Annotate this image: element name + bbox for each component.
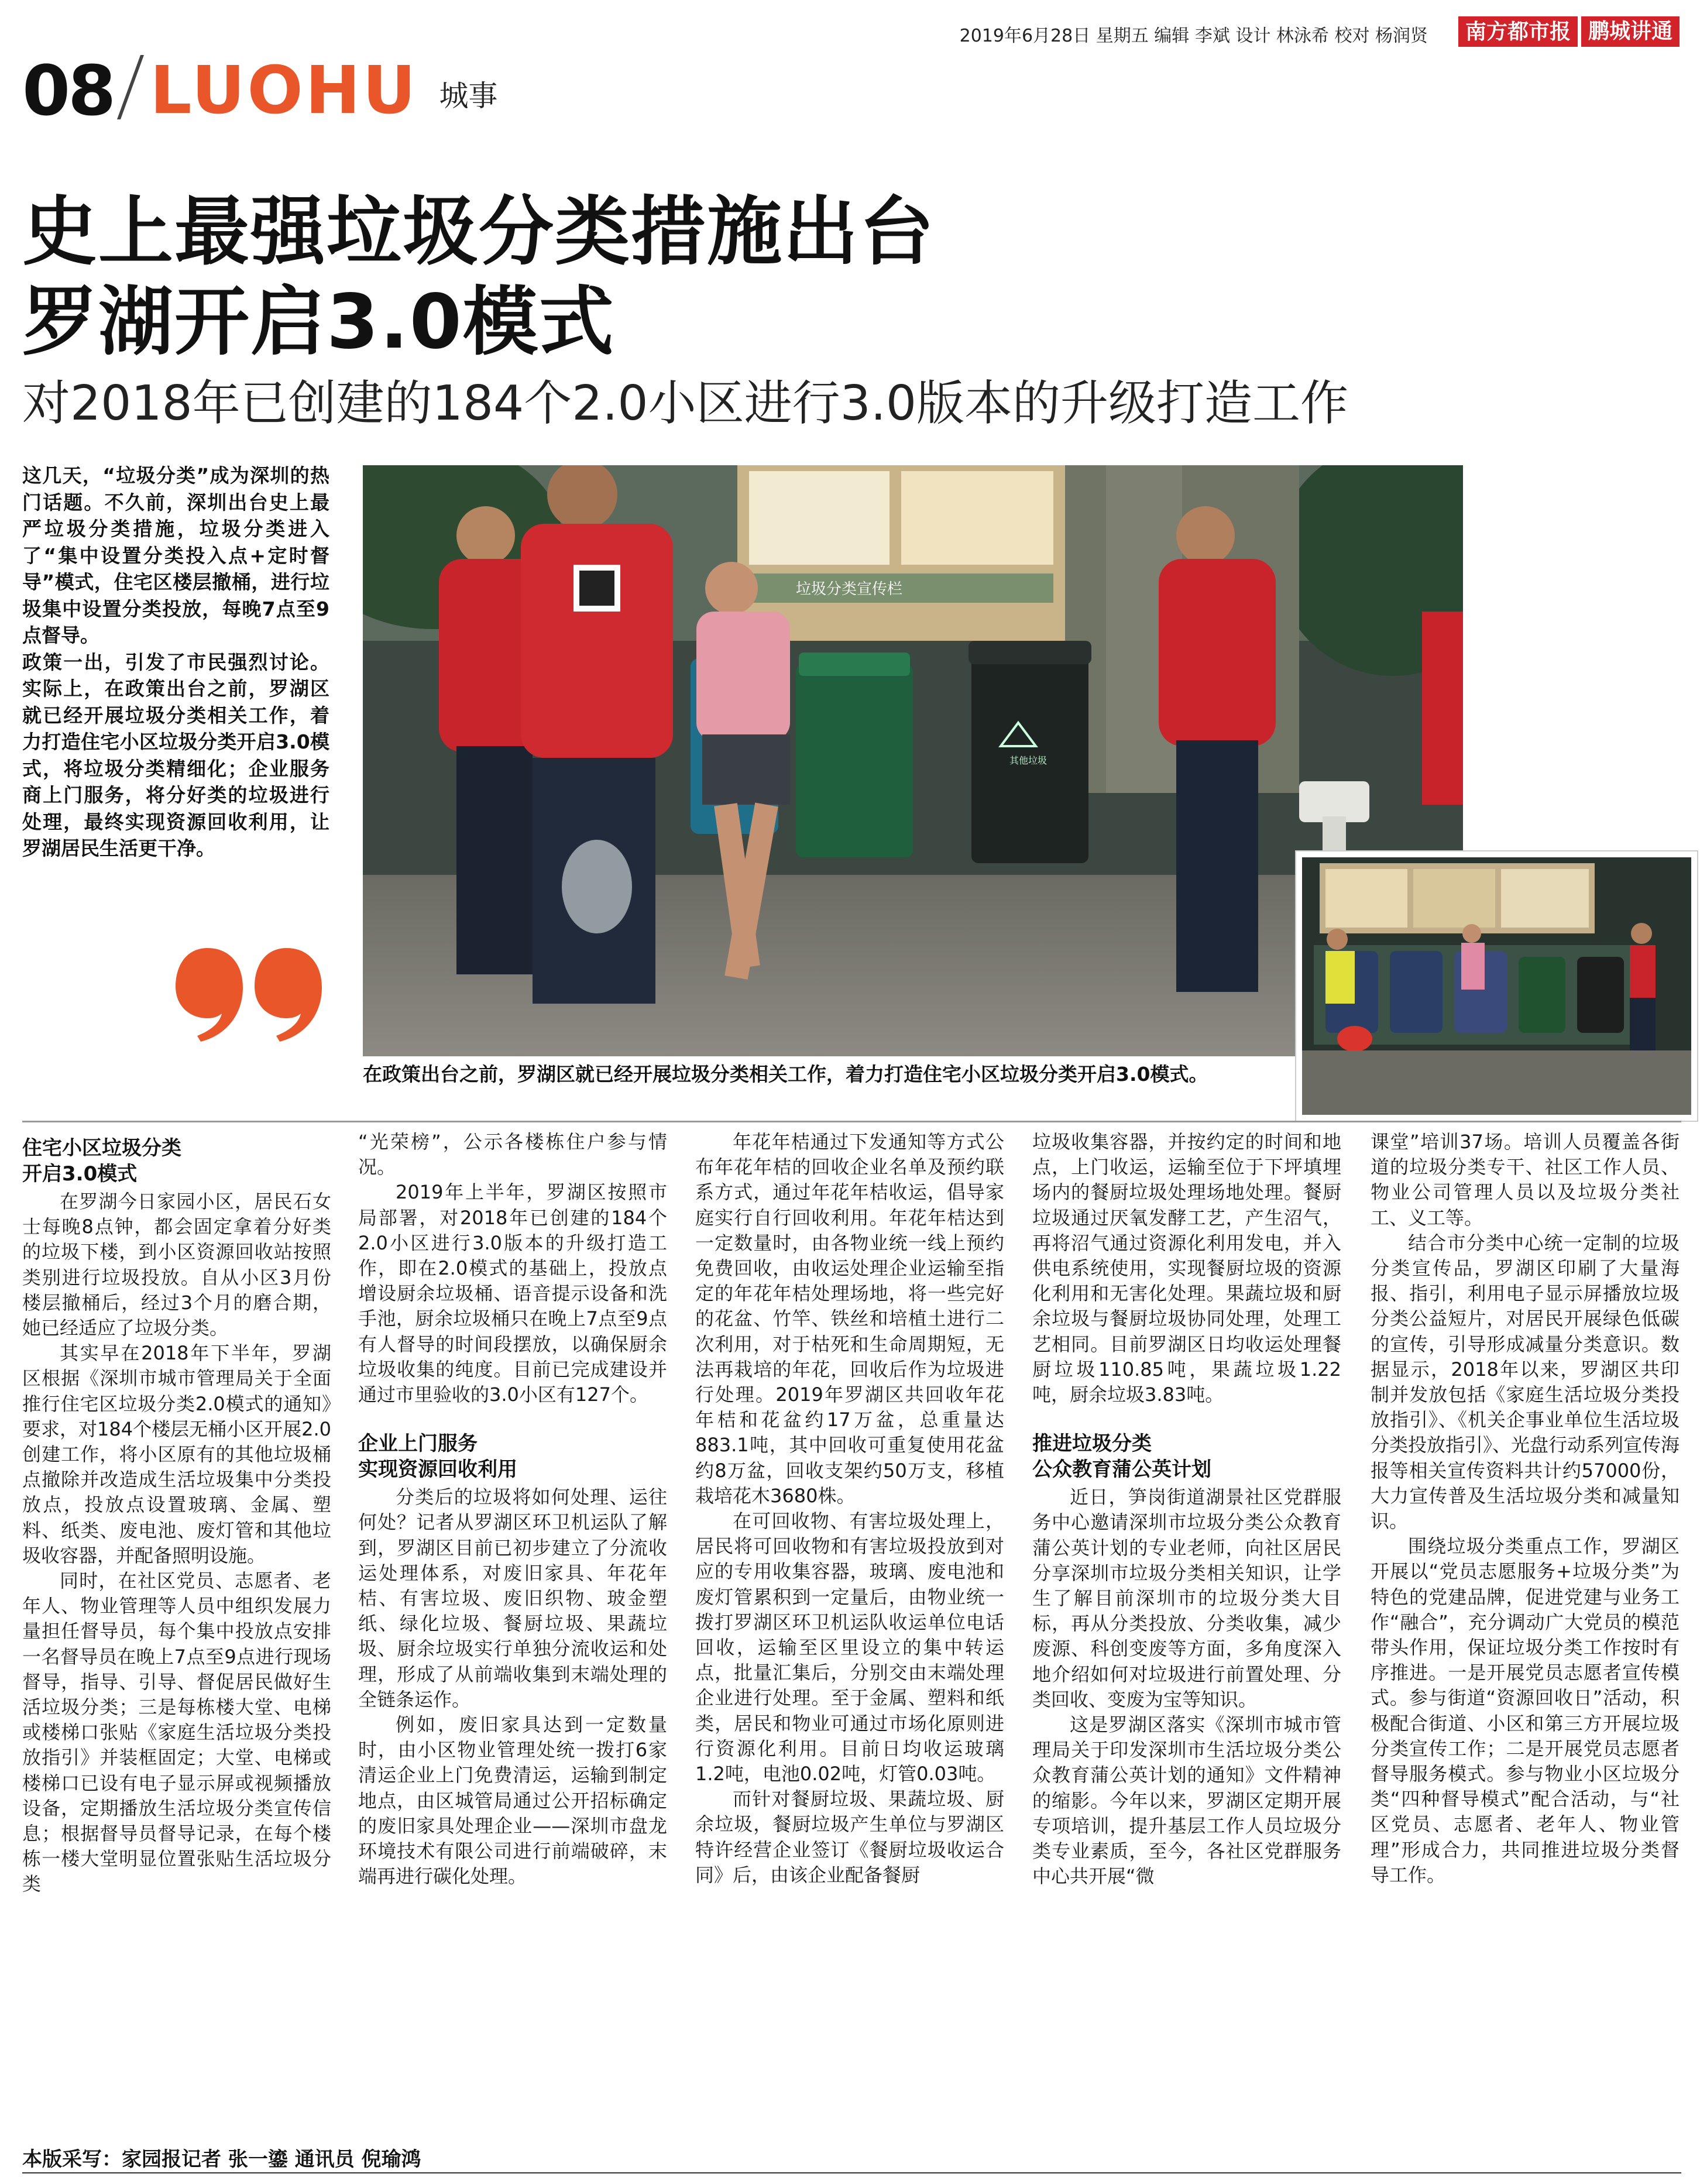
subheading-line: 推进垃圾分类 [1032, 1432, 1152, 1456]
body-paragraph: 其实早在2018年下半年，罗湖区根据《深圳市城市管理局关于全面推行住宅区垃圾分类2.0模式的通知》要求，对184个楼层无桶小区开展2.0创建工作，将小区原有的其他垃圾桶点撤除并改造成生活垃圾集中分类投放点，投放点设置玻璃、金属、塑料、纸类、废电池、废灯管和其他垃圾收容器，并配备照明设施。 [22, 1342, 331, 1567]
article-column-2 [358, 1129, 667, 1889]
issue-meta: 2019年6月28日 星期五 编辑 李斌 设计 林泳希 校对 杨润贤 [959, 26, 1428, 46]
body-paragraph: 在罗湖今日家园小区，居民石女士每晚8点钟，都会固定拿着分好类的垃圾下楼，到小区资源回收站按照类别进行垃圾投放。自从小区3月份楼层撤桶后，经过3个月的磨合期，她已经适应了垃圾分类。 [22, 1190, 331, 1340]
headline-line-1: 史上最强垃圾分类措施出台 [22, 188, 936, 276]
body-paragraph: 同时，在社区党员、志愿者、老年人、物业管理等人员中组织发展力量担任督导员，每个集中投放点安排一名督导员在晚上7点至9点进行现场督导，指导、引导、督促居民做好生活垃圾分类；三是每栋楼大堂、电梯或楼梯口张贴《家庭生活垃圾分类投放指引》并装框固定；大堂、电梯或楼梯口已设有电子显示屏或视频播放设备，定期播放生活垃圾分类宣传信息；根据督导员督导记录，在每个楼栋一楼大堂明显位置张贴生活垃圾分类 [22, 1570, 331, 1895]
article-column-5 [1371, 1129, 1680, 1888]
lead-paragraph: 政策一出，引发了市民强烈讨论。实际上，在政策出台之前，罗湖区就已经开展垃圾分类相关工作，着力打造住宅小区垃圾分类开启3.0模式，将垃圾分类精细化；企业服务商上门服务，将分好类的垃圾进行处理，最终实现资源回收利用，让罗湖居民生活更干净。 [22, 650, 329, 860]
inset-photo [1296, 851, 1697, 1121]
lead-paragraphs [22, 462, 329, 862]
subheading [1032, 1431, 1341, 1482]
subheading [22, 1135, 331, 1187]
inset-photo-scene [1302, 857, 1691, 1115]
masthead-logos [1458, 16, 1680, 47]
section-subtitle: 城事 [439, 79, 498, 113]
edition-logo: 鹏城讲通 [1581, 16, 1680, 47]
subheading [358, 1431, 667, 1482]
body-paragraph: 垃圾收集容器，并按约定的时间和地点，上门收运，运输至位于下坪填埋场内的餐厨垃圾处理场地处理。餐厨垃圾通过厌氧发酵工艺，产生沼气，再将沼气通过资源化利用发电，并入供电系统使用，实现餐厨垃圾的资源化利用和无害化处理。果蔬垃圾和厨余垃圾与餐厨垃圾协同处理，处理工艺相同。目前罗湖区日均收运处理餐厨垃圾110.85吨，果蔬垃圾1.22吨，厨余垃圾3.83吨。 [1032, 1131, 1341, 1406]
section-title: LUOHU [150, 53, 418, 129]
header-slash [117, 55, 144, 119]
article-column-1 [22, 1129, 331, 1897]
board-label: 垃圾分类宣传栏 [796, 581, 903, 598]
body-paragraph: 2019年上半年，罗湖区按照市局部署，对2018年已创建的184个2.0小区进行3.0版本的升级打造工作，即在2.0模式的基础上，投放点增设厨余垃圾桶、语音提示设备和洗手池，厨余垃圾桶只在晚上7点至9点有人督导的时间段摆放，以确保厨余垃圾收集的纯度。目前已完成建设并通过市里验收的3.0小区有127个。 [358, 1181, 667, 1406]
body-paragraph: 例如，废旧家具达到一定数量时，由小区物业管理处统一拨打6家清运企业上门免费清运，运输到制定地点，由区城管局通过公开招标确定的废旧家具处理企业——深圳市盘龙环境技术有限公司进行前端破碎，末端再进行碳化处理。 [358, 1713, 667, 1888]
subheading-line: 实现资源回收利用 [358, 1458, 517, 1482]
body-paragraph: 课堂”培训37场。培训人员覆盖各街道的垃圾分类专干、社区工作人员、物业公司管理人员以及垃圾分类社工、义工等。 [1371, 1131, 1680, 1229]
body-paragraph: 在可回收物、有害垃圾处理上，居民将可回收物和有害垃圾投放到对应的专用收集容器，玻璃、废电池和废灯管累积到一定量后，由物业统一拨打罗湖区环卫机运队收运单位电话回收，运输至区里设立的集中转运点，批量汇集后，分别交由末端处理企业进行处理。至于金属、塑料和纸类，居民和物业可通过市场化原则进行资源化利用。目前日均收运玻璃1.2吨，电池0.02吨，灯管0.03吨。 [695, 1510, 1004, 1785]
body-paragraph: 年花年桔通过下发通知等方式公布年花年桔的回收企业名单及预约联系方式，通过年花年桔收运，倡导家庭实行自行回收利用。年花年桔达到一定数量时，由各物业统一线上预约免费回收，由收运处理企业运输至指定的年花年桔处理场地，将一些完好的花盆、竹竿、铁丝和培植土进行二次利用，对于枯死和生命周期短，无法再栽培的年花，回收后作为垃圾进行处理。2019年罗湖区共回收年花年桔和花盆约17万盆，总重量达883.1吨，其中回收可重复使用花盆约8万盆，回收支架约50万支，移植栽培花木3680株。 [695, 1131, 1004, 1507]
article-column-4 [1032, 1129, 1341, 1889]
page-header [22, 50, 498, 131]
page-number: 08 [22, 50, 114, 131]
body-paragraph: “光荣榜”，公示各楼栋住户参与情况。 [358, 1131, 667, 1179]
article-column-3 [695, 1129, 1004, 1888]
top-bar [23, 16, 1680, 49]
body-paragraph: 结合市分类中心统一定制的垃圾分类宣传品，罗湖区印刷了大量海报、指引，利用电子显示屏播放垃圾分类公益短片，对居民开展绿色低碳的宣传，引导形成减量分类意识。数据显示，2018年以来，罗湖区共印制并发放包括《家庭生活垃圾分类投放指引》、《机关企事业单位生活垃圾分类投放指引》、光盘行动系列宣传海报等相关宣传资料共计约57000份，大力宣传普及生活垃圾分类和减量知识。 [1371, 1231, 1680, 1533]
body-paragraph: 这是罗湖区落实《深圳市城市管理局关于印发深圳市生活垃圾分类公众教育蒲公英计划的通知》文件精神的缩影。今年以来，罗湖区定期开展专项培训，提升基层工作人员垃圾分类专业素质，至今，各社区党群服务中心共开展“微 [1032, 1713, 1341, 1888]
bin-label: 其他垃圾 [1009, 755, 1048, 766]
lead-paragraph: 这几天，“垃圾分类”成为深圳的热门话题。不久前，深圳出台史上最严垃圾分类措施，垃圾分类进入了“集中设置分类投入点+定时督导”模式，住宅区楼层撤桶，进行垃圾集中设置分类投放，每晚7点至9点督导。 [22, 464, 329, 647]
byline-credit: 本版采写：家园报记者 张一鎏 通讯员 倪瑜鸿 [22, 2148, 421, 2171]
subheading-line: 公众教育蒲公英计划 [1032, 1458, 1211, 1482]
body-paragraph: 近日，笋岗街道湖景社区党群服务中心邀请深圳市垃圾分类公众教育蒲公英计划的专业老师，向社区居民分享深圳市垃圾分类相关知识，让学生了解目前深圳市的垃圾分类大目标，再从分类投放、分类收集，减少废源、科创变废等方面，多角度深入地介绍如何对垃圾进行前置处理、分类回收、变废为宝等知识。 [1032, 1486, 1341, 1711]
body-paragraph: 而针对餐厨垃圾、果蔬垃圾、厨余垃圾，餐厨垃圾产生单位与罗湖区特许经营企业签订《餐厨垃圾收运合同》后，由该企业配备餐厨 [695, 1788, 1004, 1886]
subheading-line: 企业上门服务 [358, 1432, 478, 1456]
body-paragraph: 围绕垃圾分类重点工作，罗湖区开展以“党员志愿服务+垃圾分类”为特色的党建品牌，促进党建与业务工作“融合”，充分调动广大党员的模范带头作用，保证垃圾分类工作按时有序推进。一是开展党员志愿者宣传模式。参与街道“资源回收日”活动，积极配合街道、小区和第三方开展垃圾分类宣传工作；二是开展党员志愿者督导服务模式。参与物业小区垃圾分类“四种督导模式”配合活动，与“社区党员、志愿者、老年人、物业管理”形成合力，共同推进垃圾分类督导工作。 [1371, 1535, 1680, 1886]
bottom-rule [22, 2172, 1681, 2173]
subheading-line: 开启3.0模式 [22, 1162, 138, 1186]
headline-line-2: 罗湖开启3.0模式 [22, 279, 615, 366]
photo-caption: 在政策出台之前，罗湖区就已经开展垃圾分类相关工作，着力打造住宅小区垃圾分类开启3.0模式。 [363, 1063, 1208, 1086]
quote-mark-icon [173, 942, 331, 1042]
newspaper-logo: 南方都市报 [1458, 16, 1578, 47]
subheading-line: 住宅小区垃圾分类 [22, 1136, 181, 1160]
divider [22, 1121, 1681, 1122]
deck: 对2018年已创建的184个2.0小区进行3.0版本的升级打造工作 [22, 376, 1349, 431]
body-paragraph: 分类后的垃圾将如何处理、运往何处？记者从罗湖区环卫机运队了解到，罗湖区目前已初步建立了分流收运处理体系，对废旧家具、年花年桔、有害垃圾、废旧织物、玻金塑纸、绿化垃圾、餐厨垃圾、果蔬垃圾、厨余垃圾实行单独分流收运和处理，形成了从前端收集到末端处理的全链条运作。 [358, 1486, 667, 1711]
